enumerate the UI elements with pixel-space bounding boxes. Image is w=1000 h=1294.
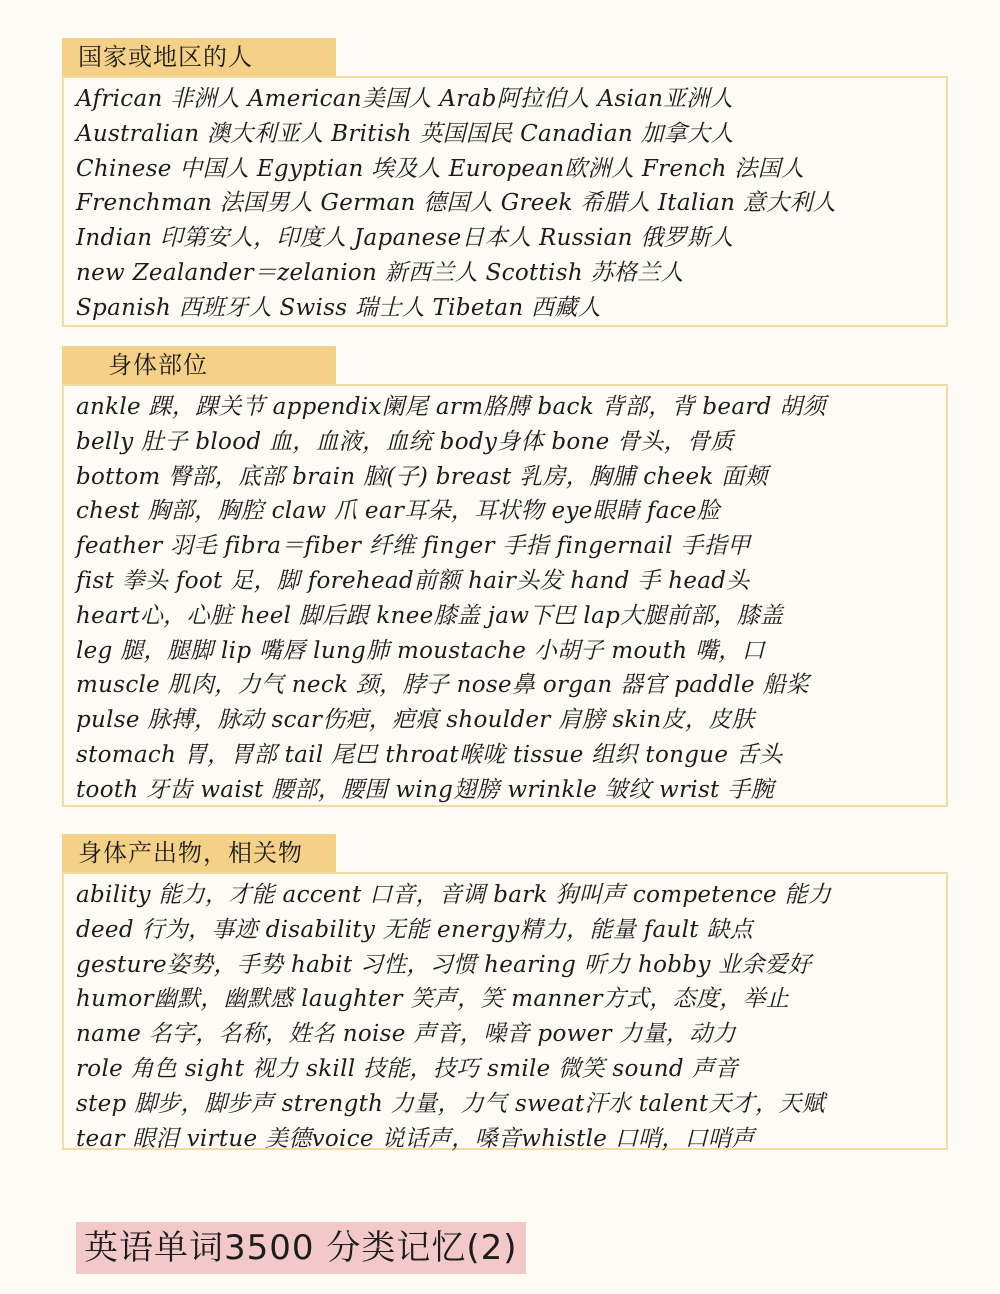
text-line: Australian 澳大利亚人 British 英国国民 Canadian 加拿大人 <box>76 120 734 147</box>
footer-title: 英语单词3500 分类记忆(2) <box>76 1222 526 1274</box>
text-line: chest 胸部，胸腔 claw 爪 ear耳朵，耳状物 eye眼睛 face脸 <box>76 498 721 525</box>
text-line: Indian 印第安人，印度人 Japanese日本人 Russian 俄罗斯人 <box>76 225 734 252</box>
text-line: ability 能力，才能 accent 口音，音调 bark 狗叫声 competence 能力 <box>76 882 832 908</box>
section-content <box>62 384 948 807</box>
section-title: 身体部位 <box>62 346 336 384</box>
section-nationalities <box>62 38 948 327</box>
text-line: muscle 肌肉，力气 neck 颈，脖子 nose鼻 organ 器官 paddle 船桨 <box>76 672 810 699</box>
section-content <box>62 76 948 327</box>
text-line: feather 羽毛 fibra＝fiber 纤维 finger 手指 fingernail 手指甲 <box>76 533 751 560</box>
section-body-outputs <box>62 834 948 1150</box>
section-content <box>62 872 948 1150</box>
text-line: heart心，心脏 heel 脚后跟 knee膝盖 jaw下巴 lap大腿前部，膝盖 <box>76 602 784 629</box>
section-body-parts <box>62 346 948 807</box>
text-line: Spanish 西班牙人 Swiss 瑞士人 Tibetan 西藏人 <box>76 294 601 321</box>
text-line: name 名字，名称，姓名 noise 声音，噪音 power 力量，动力 <box>76 1021 736 1048</box>
text-line: Chinese 中国人 Egyptian 埃及人 European欧洲人 French 法国人 <box>76 155 805 182</box>
text-line: African 非洲人 American美国人 Arab阿拉伯人 Asian亚洲人 <box>76 86 734 112</box>
text-line: humor幽默，幽默感 laughter 笑声，笑 manner方式，态度，举止 <box>76 986 790 1013</box>
text-line: step 脚步，脚步声 strength 力量，力气 sweat汗水 talent天才，天赋 <box>76 1090 826 1117</box>
text-line: pulse 脉搏，脉动 scar伤疤，疤痕 shoulder 肩膀 skin皮，皮肤 <box>76 707 755 734</box>
text-line: ankle 踝，踝关节 appendix阑尾 arm胳膊 back 背部，背 beard 胡须 <box>76 394 826 420</box>
text-line: gesture姿势，手势 habit 习性，习惯 hearing 听力 hobby 业余爱好 <box>76 951 812 978</box>
section-title: 身体产出物，相关物 <box>62 834 336 872</box>
text-line: new Zealander＝zelanion 新西兰人 Scottish 苏格兰人 <box>76 259 684 286</box>
text-line: bottom 臀部，底部 brain 脑(子) breast 乳房，胸脯 cheek 面颊 <box>76 463 768 490</box>
text-line: tooth 牙齿 waist 腰部，腰围 wing翅膀 wrinkle 皱纹 wrist 手腕 <box>76 776 774 803</box>
text-line: Frenchman 法国男人 German 德国人 Greek 希腊人 Italian 意大利人 <box>76 190 837 217</box>
text-line: leg 腿，腿脚 lip 嘴唇 lung肺 moustache 小胡子 mouth 嘴，口 <box>76 637 765 664</box>
section-title: 国家或地区的人 <box>62 38 336 76</box>
text-line: stomach 胃，胃部 tail 尾巴 throat喉咙 tissue 组织 tongue 舌头 <box>76 741 783 768</box>
text-line: tear 眼泪 virtue 美德voice 说话声，嗓音whistle 口哨，口哨声 <box>76 1125 755 1152</box>
text-line: role 角色 sight 视力 skill 技能，技巧 smile 微笑 sound 声音 <box>76 1055 739 1082</box>
text-line: belly 肚子 blood 血，血液，血统 body身体 bone 骨头，骨质 <box>76 428 734 455</box>
text-line: deed 行为，事迹 disability 无能 energy精力，能量 fault 缺点 <box>76 916 754 943</box>
text-line: fist 拳头 foot 足，脚 forehead前额 hair头发 hand 手 head头 <box>76 567 750 594</box>
